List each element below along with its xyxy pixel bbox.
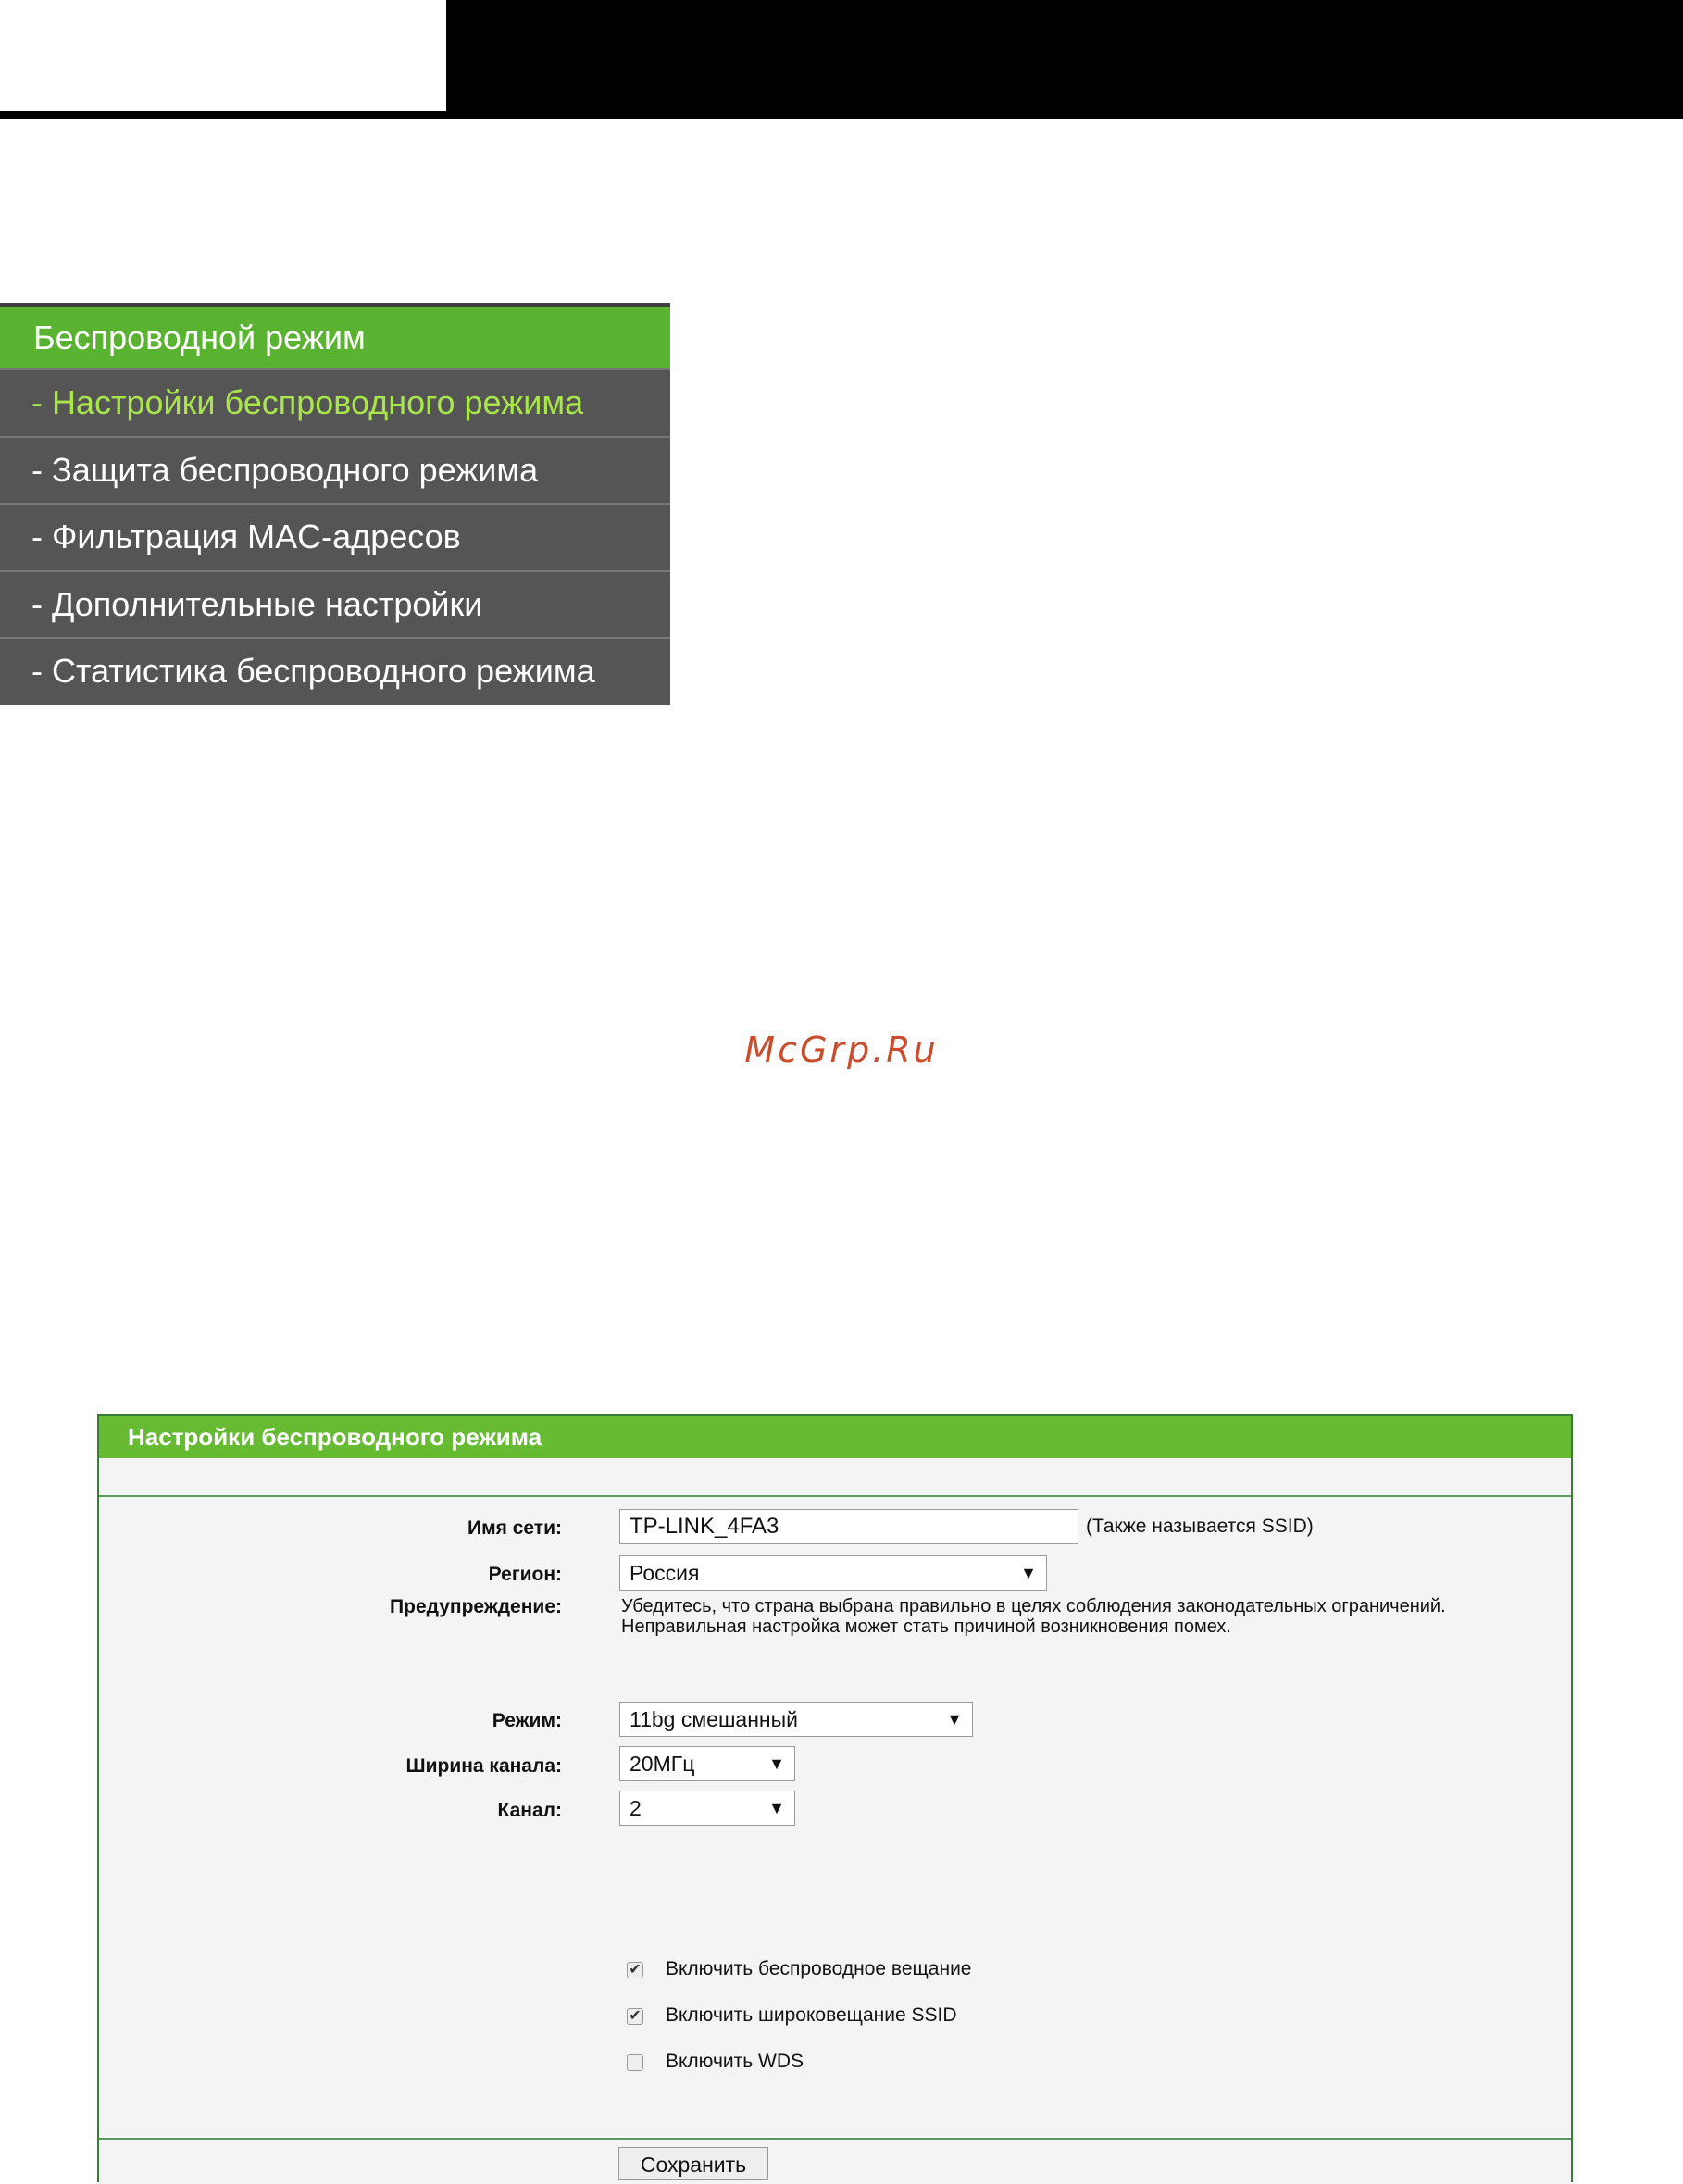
watermark-text: McGrp.Ru — [744, 1030, 939, 1070]
menu-item-wireless-statistics[interactable]: - Статистика беспроводного режима — [0, 637, 670, 705]
channel-value: 2 — [630, 1796, 642, 1820]
menu-item-wireless-settings[interactable]: - Настройки беспроводного режима — [0, 368, 670, 436]
menu-header-wireless[interactable]: Беспроводной режим — [0, 303, 670, 368]
save-button[interactable]: Сохранить — [618, 2147, 768, 2180]
ssid-hint: (Также называется SSID) — [1086, 1516, 1314, 1537]
menu-item-wireless-security[interactable]: - Защита беспроводного режима — [0, 436, 670, 504]
banner-logo-area — [0, 0, 446, 111]
sidebar-menu — [0, 303, 670, 705]
wds-checkbox[interactable] — [627, 2054, 643, 2071]
panel-subheader — [99, 1458, 1571, 1497]
warning-line-2: Неправильная настройка может стать причиной возникновения помех. — [621, 1616, 1231, 1637]
ssid-label: Имя сети: — [468, 1517, 562, 1539]
dropdown-arrow-icon: ▼ — [768, 1799, 785, 1817]
panel-footer — [99, 2138, 1571, 2184]
dropdown-arrow-icon: ▼ — [946, 1710, 963, 1728]
checkmark-icon: ✔ — [629, 1962, 642, 1978]
channel-width-label: Ширина канала: — [405, 1755, 562, 1777]
panel-body — [99, 1497, 1571, 2136]
ssid-broadcast-label: Включить широковещание SSID — [666, 2004, 957, 2026]
channel-width-select[interactable] — [619, 1746, 795, 1781]
mode-label: Режим: — [492, 1710, 562, 1731]
mode-select[interactable] — [619, 1702, 973, 1737]
channel-width-value: 20МГц — [630, 1752, 695, 1776]
wireless-settings-panel — [97, 1414, 1573, 2182]
wds-label: Включить WDS — [666, 2051, 804, 2072]
panel-title: Настройки беспроводного режима — [99, 1416, 1571, 1458]
wireless-radio-label: Включить беспроводное вещание — [666, 1958, 972, 1979]
warning-label: Предупреждение: — [390, 1596, 562, 1617]
menu-item-mac-filtering[interactable]: - Фильтрация MAC-адресов — [0, 503, 670, 570]
region-label: Регион: — [488, 1564, 562, 1585]
channel-select[interactable] — [619, 1791, 795, 1826]
dropdown-arrow-icon: ▼ — [768, 1754, 785, 1773]
region-value: Россия — [630, 1561, 700, 1585]
wireless-radio-checkbox[interactable] — [627, 1962, 643, 1978]
ssid-input[interactable] — [619, 1509, 1078, 1544]
checkmark-icon: ✔ — [629, 2008, 642, 2024]
menu-item-advanced[interactable]: - Дополнительные настройки — [0, 570, 670, 638]
dropdown-arrow-icon: ▼ — [1020, 1564, 1037, 1582]
ssid-broadcast-checkbox[interactable] — [627, 2008, 643, 2025]
top-banner — [0, 0, 1683, 119]
warning-line-1: Убедитесь, что страна выбрана правильно в целях соблюдения законодательных ограничений. — [621, 1596, 1446, 1616]
mode-value: 11bg смешанный — [630, 1707, 798, 1731]
region-select[interactable] — [619, 1555, 1047, 1591]
channel-label: Канал: — [497, 1800, 562, 1821]
